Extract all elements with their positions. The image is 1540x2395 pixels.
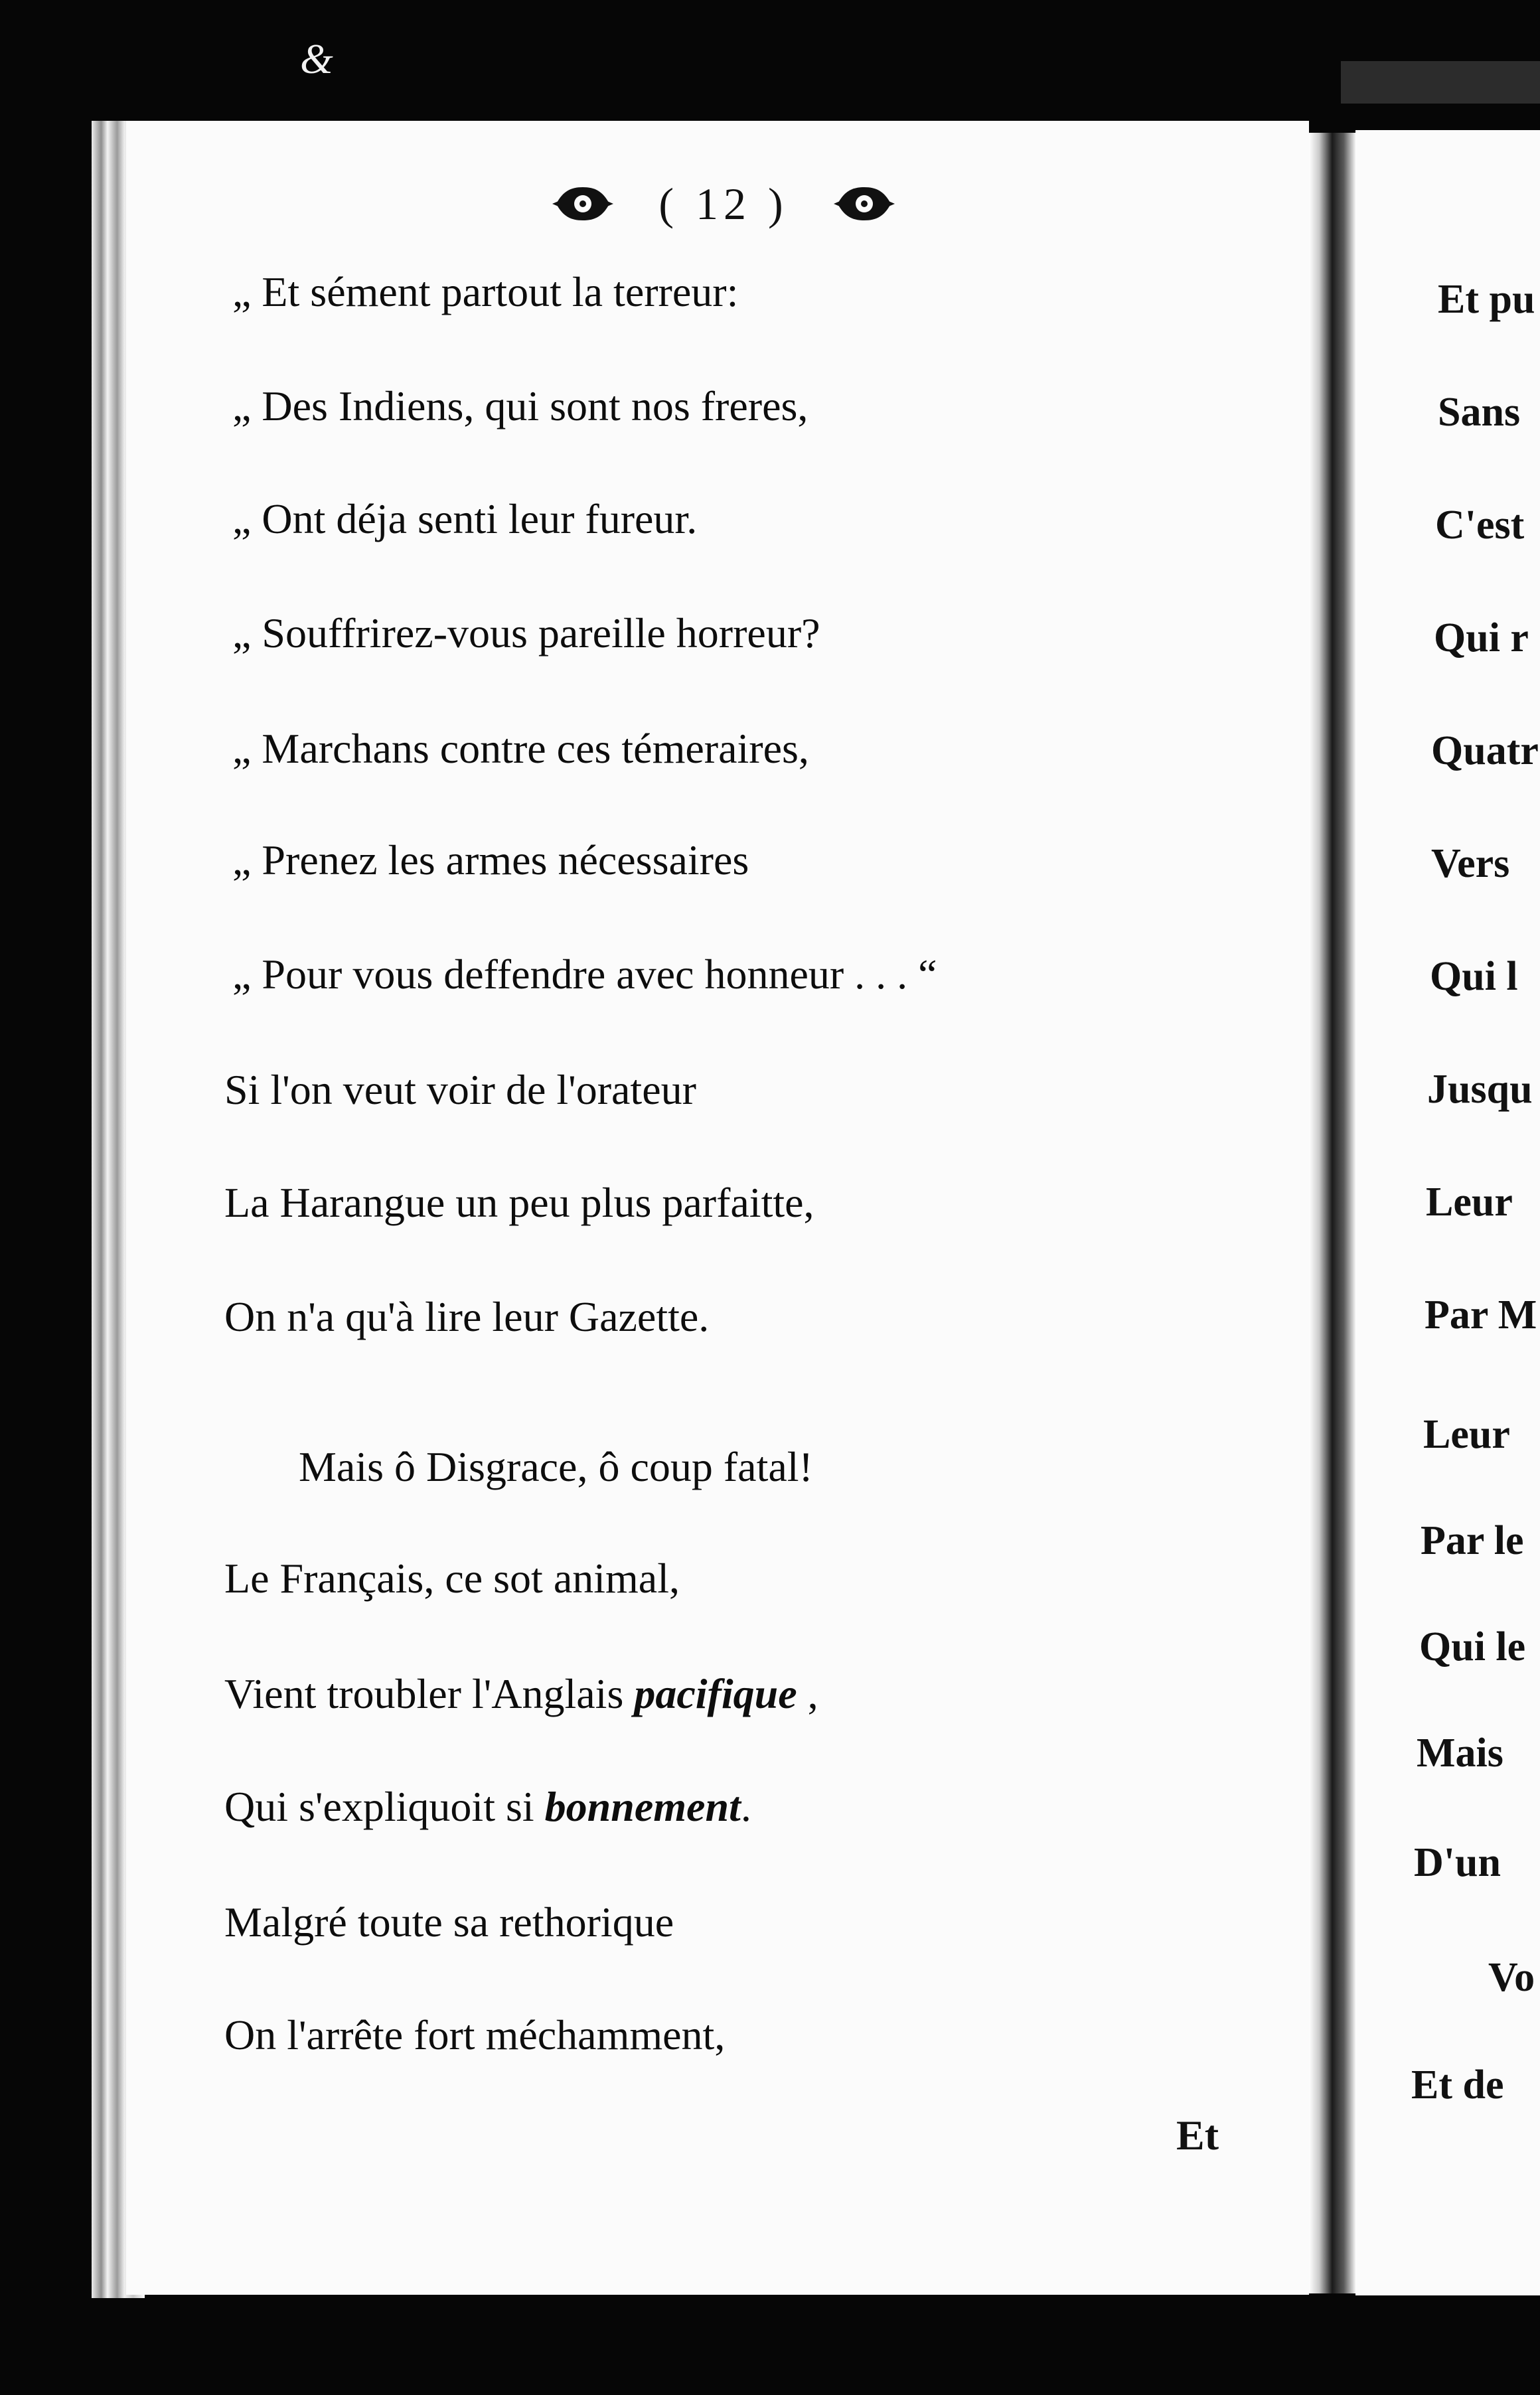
right-page-fragment: Qui r [1434,615,1529,660]
verse-line: „ Des Indiens, qui sont nos freres, [232,382,809,429]
right-page-fragment: Mais [1417,1731,1503,1776]
verse-line: Si l'on veut voir de l'orateur [224,1066,696,1113]
verse-line: „ Ont déja senti leur fureur. [232,495,698,542]
right-page-top-edge [1341,61,1540,104]
verse-line: Mais ô Disgrace, ô coup fatal! [299,1443,813,1490]
right-page-fragment: Sans [1438,390,1521,435]
book-gutter [1309,133,1355,2293]
verse-text: Qui s'expliquoit si [224,1783,545,1830]
right-ornament-icon [832,179,896,228]
right-page-fragment: Jusqu [1427,1067,1533,1112]
right-page-fragment: Leur [1426,1180,1513,1225]
verse-italic-word: pacifique [634,1670,797,1717]
verse-line: „ Prenez les armes nécessaires [232,836,749,884]
page-number: ( 12 ) [658,178,789,229]
right-page-fragment: Et de [1411,2062,1504,2108]
verse-text: Vient troubler l'Anglais [224,1670,635,1717]
left-ornament-icon [551,179,615,228]
right-page-fragment: C'est [1435,502,1525,548]
verse-line: „ Souffrirez-vous pareille horreur? [232,609,820,657]
verse-line: On l'arrête fort méchamment, [224,2011,726,2058]
right-page-fragment: Par le [1421,1518,1524,1563]
right-page-fragment: Qui le [1419,1624,1526,1669]
verse-line [224,1670,818,1717]
verse-text: , [797,1670,818,1717]
right-page-fragment: D'un [1414,1840,1501,1885]
right-page-fragment: Qui l [1430,954,1518,999]
verse-line [224,1783,751,1830]
right-page-fragment: Et pu [1438,277,1535,322]
verse-line: „ Marchans contre ces témeraires, [232,725,809,772]
right-page-fragment: Vers [1431,841,1510,886]
right-page-fragment: Leur [1423,1412,1510,1457]
right-page-fragment: Vo [1488,1955,1535,2000]
right-page-fragment: Quatr [1431,728,1539,773]
catchword: Et [1176,2112,1219,2159]
verse-line: La Harangue un peu plus parfaitte, [224,1179,814,1226]
verse-line: Le Français, ce sot animal, [224,1555,680,1602]
verse-line: On n'a qu'à lire leur Gazette. [224,1293,710,1340]
page-header [551,174,896,234]
verse-line: Malgré toute sa rethorique [224,1898,674,1946]
verse-line: „ Et sément partout la terreur: [232,268,739,315]
right-page-fragment: Par M [1424,1292,1537,1338]
margin-mark: & [300,35,333,82]
verse-italic-word: bonnement [544,1783,741,1830]
verse-text: . [740,1783,751,1830]
verse-line: „ Pour vous deffendre avec honneur . . . “ [232,951,937,998]
